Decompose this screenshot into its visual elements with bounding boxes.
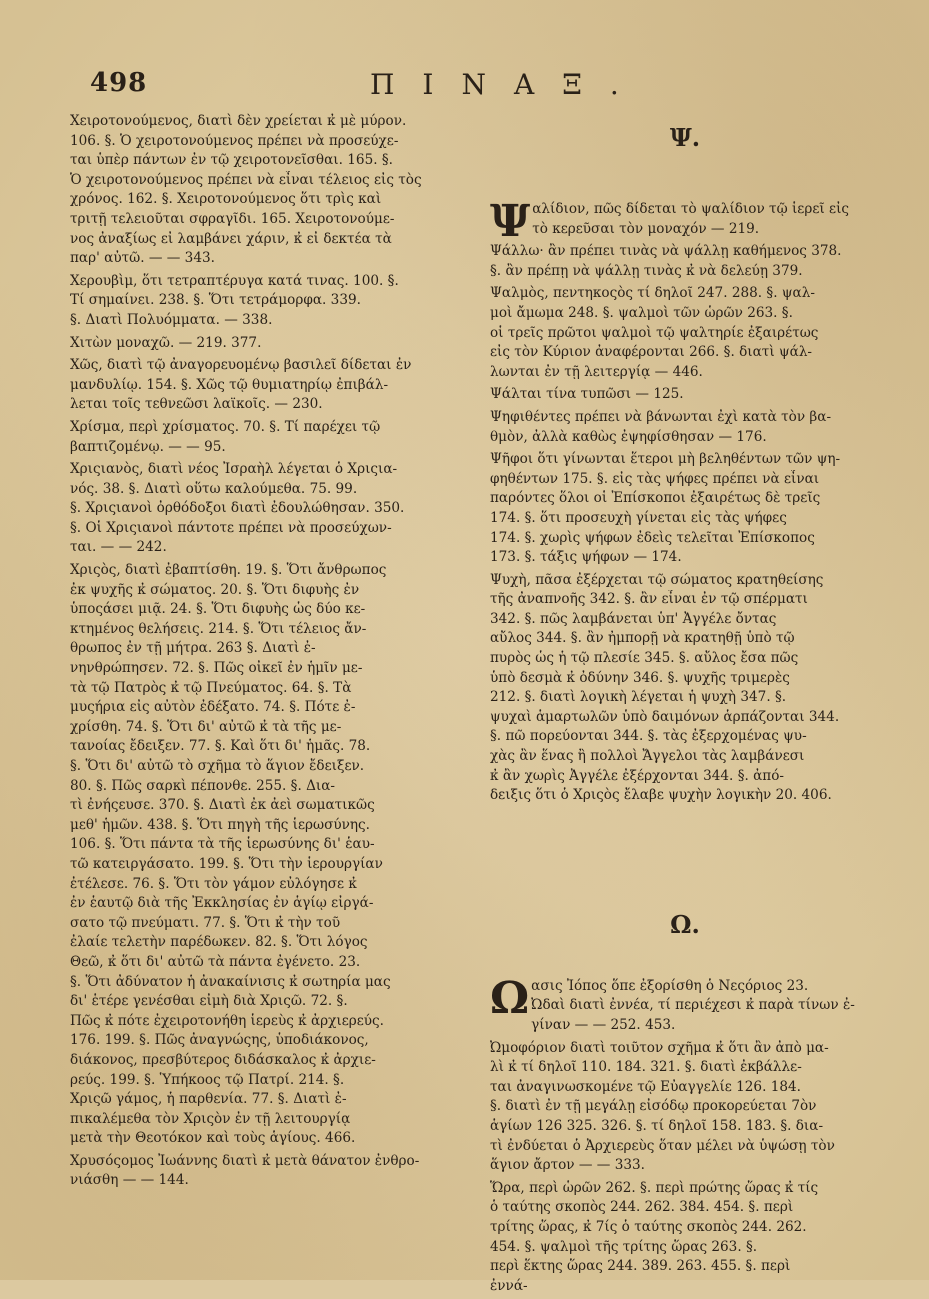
entry-line: τὶ ἐνήςευσε. 370. §. Διατὶ ἐκ ἀεὶ σωματικῶς — [70, 797, 375, 814]
drop-cap-initial: Ψ — [490, 196, 531, 247]
entry-line: Τί σημαίνει. 238. §. Ὅτι τετράμορφα. 339. — [70, 292, 361, 309]
entry-line: 106. §. Ὅτι πάντα τὰ τῆς ἱερωσύνης δι' ἑαυ- — [70, 836, 375, 853]
entry-line: ται ἀναγινωσκομένε τῷ Εὐαγγελίε 126. 184. — [490, 1078, 801, 1095]
entry-line: αὔλος 344. §. ἂν ἠμπορῇ νὰ κρατηθῇ ὑπὸ τῷ — [490, 630, 795, 647]
entry-line: νός. 38. §. Διατὶ οὕτω καλούμεθα. 75. 99. — [70, 480, 358, 497]
entry-line: εἰς τὸν Κύριον ἀναφέρονται 266. §. διατὶ ψάλ- — [490, 344, 813, 361]
entry-line: Χριςὸς, διατὶ ἐβαπτίσθη. 19. §. Ὅτι ἄνθρωπος — [70, 562, 387, 579]
entry-line: Χρυσόςομος Ἰωάννης διατὶ κ̓ μετὰ θάνατον ἐνθρο- — [70, 1152, 420, 1169]
entry-line: §. πῶ πορεύονται 344. §. τὰς ἐξερχομένας ψυ- — [490, 728, 807, 745]
entry-line: μυςήρια εἰς αὐτὸν ἐδέξατο. 74. §. Πότε ἐ- — [70, 699, 356, 716]
entry-line: τανοίας ἔδειξεν. 77. §. Καὶ ὅτι δι' ἡμᾶς. 78. — [70, 738, 371, 755]
entry-line: μετὰ τὴν Θεοτόκον καὶ τοὺς ἁγίους. 466. — [70, 1130, 356, 1147]
entry-line: χρόνος. 162. §. Χειροτονούμενος ὅτι τρὶς καὶ — [70, 191, 382, 208]
entry-line: Πῶς κ̓ πότε ἐχειροτονήθη ἱερεὺς κ̓ ἀρχιερεύς. — [70, 1012, 384, 1029]
index-entry — [490, 408, 880, 447]
entry-line: §. Ὅτι ἀδύνατον ἡ ἀνακαίνισις κ̓ σωτηρία μας — [70, 973, 391, 990]
entry-line: ἐτέλεσε. 76. §. Ὅτι τὸν γάμον εὐλόγησε κ̓ — [70, 875, 357, 892]
entry-line: 454. §. ψαλμοὶ τῆς τρίτης ὥρας 263. §. — [490, 1238, 758, 1255]
entry-line: ἐλαίε τελετὴν παρέδωκεν. 82. §. Ὅτι λόγος — [70, 934, 368, 951]
section-heading-omega: Ω. — [670, 909, 700, 939]
section-heading-psi: Ψ. — [669, 123, 701, 152]
index-entry — [70, 356, 470, 415]
entry-line: Ὥρα, περὶ ὡρῶν 262. §. περὶ πρώτης ὥρας κ̓ τίς — [490, 1179, 819, 1196]
entry-line: φηθέντων 175. §. εἰς τὰς ψήφες πρέπει νὰ εἶναι — [490, 470, 820, 487]
entry-line: ὁ ταύτης σκοπὸς 244. 262. 384. 454. §. περὶ — [490, 1199, 794, 1216]
index-entry — [490, 196, 880, 247]
entry-line: Ψῆφοι ὅτι γίνωνται ἕτεροι μὴ βεληθέντων τῶν ψη- — [490, 451, 841, 468]
entry-line: νηνθρώπησεν. 72. §. Πῶς οἰκεῖ ἐν ἡμῖν με- — [70, 660, 363, 677]
entry-line: ὑποςάσει μιᾷ. 24. §. Ὅτι διφυὴς ὡς δύο κε- — [70, 601, 366, 618]
entry-line: πικαλέμεθα τὸν Χριςὸν ἐν τῇ λειτουργίᾳ — [70, 1110, 351, 1127]
entry-line: ἅγιον ἄρτον — — 333. — [490, 1157, 645, 1174]
entry-line: Ὠδαὶ διατὶ ἐννέα, τί περιέχεσι κ̓ παρὰ τίνων ἐ- — [531, 997, 855, 1014]
entry-line: μεθ' ἡμῶν. 438. §. Ὅτι πηγὴ τῆς ἱερωσύνης. — [70, 816, 370, 833]
entry-line: τῆς ἀναπνοῆς 342. §. ἂν εἶναι ἐν τῷ σπέρματι — [490, 591, 808, 608]
entry-line: Ψυχὴ, πᾶσα ἐξέρχεται τῷ σώματος κρατηθείσης — [490, 571, 824, 588]
entry-line: Ψαλμὸς, πεντηκοςὸς τί δηλοῖ 247. 288. §. ψαλ- — [490, 285, 815, 302]
drop-cap-initial: Ω — [490, 972, 530, 1024]
entry-line: τὰ τῷ Πατρὸς κ̓ τῷ Πνεύματος. 64. §. Τὰ — [70, 679, 352, 696]
entry-line: 212. §. διατὶ λογικὴ λέγεται ἡ ψυχὴ 347. §. — [490, 689, 787, 706]
entry-line: νος ἀναξίως εἰ λαμβάνει χάριν, κ̓ εἰ δεκτέα τὰ — [70, 230, 392, 247]
right-column — [490, 112, 880, 1299]
entry-line: Θεῶ, κ̓ ὅτι δι' αὐτῶ τὰ πάντα ἐγένετο. 23. — [70, 953, 361, 970]
entry-line: γίναν — — 252. 453. — [531, 1017, 676, 1033]
index-entry — [70, 561, 470, 1149]
entry-line: ἐκ ψυχῆς κ̓ σώματος. 20. §. Ὅτι διφυὴς ἐν — [70, 581, 360, 598]
entry-line: §. ἂν πρέπῃ νὰ ψάλλῃ τινὰς κ̓ νὰ δελεύῃ 379. — [490, 262, 803, 279]
entry-line: Χῶς, διατὶ τῷ ἀναγορευομένῳ βασιλεῖ δίδεται ἐν — [70, 357, 412, 374]
index-entry — [70, 460, 470, 558]
entry-line: ται. — — 242. — [70, 539, 167, 556]
entry-line: Χιτὼν μοναχῶ. — 219. 377. — [70, 334, 262, 351]
index-entry — [70, 112, 470, 269]
entry-line: ται ὑπὲρ πάντων ἐν τῷ χειροτονεῖσθαι. 165. §. — [70, 152, 393, 169]
page-header — [90, 68, 870, 108]
entry-line: τριτῇ τελειοῦται σφραγῖδι. 165. Χειροτονούμε- — [70, 210, 395, 227]
entry-line: §. Ὅτι δι' αὐτῶ τὸ σχῆμα τὸ ἅγιον ἔδειξεν. — [70, 758, 365, 774]
entry-line: τρίτης ὥρας, κ̓ 7ίς ὁ ταύτης σκοπὸς 244. 262. — [490, 1218, 807, 1235]
entry-line: σατο τῷ πνεύματι. 77. §. Ὅτι κ̓ τὴν τοῦ — [70, 914, 341, 931]
entry-line: 342. §. πῶς λαμβάνεται ὑπ' Ἀγγέλε ὄντας — [490, 610, 777, 627]
entry-line: ἐννά- — [490, 1277, 528, 1294]
entry-line: χρίσθη. 74. §. Ὅτι δι' αὐτῶ κ̓ τὰ τῆς με- — [70, 718, 342, 735]
entry-line: τῶ κατειργάσατο. 199. §. Ὅτι τὴν ἱερουργίαν — [70, 855, 383, 872]
entry-line: Χερουβὶμ, ὅτι τετραπτέρυγα κατά τινας. 100. §. — [70, 272, 399, 289]
entry-line: λεται τοῖς τεθνεῶσι λαϊκοῖς. — 230. — [70, 396, 323, 413]
entry-line: μανδυλίῳ. 154. §. Χῶς τῷ θυμιατηρίῳ ἐπιβάλ- — [70, 376, 389, 393]
entry-line: ψυχαὶ ἁμαρτωλῶν ὑπὸ δαιμόνων ἁρπάζονται 344. — [490, 708, 840, 725]
entry-line: Χρίσμα, περὶ χρίσματος. 70. §. Τί παρέχει τῷ — [70, 418, 381, 435]
entry-line: Ψάλται τίνα τυπῶσι — 125. — [490, 386, 684, 403]
entry-line: 80. §. Πῶς σαρκὶ πέπονθε. 255. §. Δια- — [70, 777, 336, 794]
entry-line: 173. §. τάξις ψήφων — 174. — [490, 549, 682, 566]
index-entry — [490, 284, 880, 382]
entry-line: §. Χριςιανοὶ ὀρθόδοξοι διατὶ ἐδουλώθησαν. 350. — [70, 500, 405, 517]
entry-line: θμὸν, ἀλλὰ καθὼς ἐψηφίσθησαν — 176. — [490, 428, 767, 445]
index-entry — [490, 972, 880, 1036]
index-entry — [70, 272, 470, 331]
index-entry — [490, 1039, 880, 1176]
entry-line: παρ' αὐτῶ. — — 343. — [70, 250, 215, 267]
entry-line: τὸ κερεῦσαι τὸν μοναχόν — 219. — [532, 220, 760, 237]
entry-line: πυρὸς ὡς ἡ τῷ πλεσίε 345. §. αὔλος ἔσα πῶς — [490, 650, 799, 667]
running-title: ΠΙΝΑΞ. — [370, 68, 647, 101]
index-entry — [490, 385, 880, 405]
entry-line: κ̓ ἂν χωρὶς Ἀγγέλε ἐξέρχονται 344. §. ἀπό- — [490, 767, 785, 784]
entry-line: 106. §. Ὁ χειροτονούμενος πρέπει νὰ προσεύχε- — [70, 132, 399, 149]
entry-line: κτημένος θελήσεις. 214. §. Ὅτι τέλειος ἄν- — [70, 620, 367, 637]
entry-line: §. Διατὶ Πολυόμματα. — 338. — [70, 311, 273, 328]
entry-line: διάκονος, πρεσβύτερος διδάσκαλος κ̓ ἀρχιε- — [70, 1051, 376, 1068]
entry-line: περὶ ἕκτης ὥρας 244. 389. 263. 455. §. περὶ — [490, 1258, 791, 1275]
left-column — [70, 112, 470, 1194]
entry-line: Χριςιανὸς, διατὶ νέος Ἰσραὴλ λέγεται ὁ Χριςια- — [70, 461, 398, 478]
entry-line: ασις Ἰόπος ὅπε ἐξορίσθη ὁ Νεςόριος 23. — [531, 977, 809, 994]
entry-line: 174. §. ὅτι προσευχὴ γίνεται εἰς τὰς ψήφες — [490, 509, 787, 526]
entry-line: δι' ἑτέρε γενέσθαι εἰμὴ διὰ Χριςῶ. 72. §. — [70, 993, 348, 1010]
entry-line: λὶ κ̓ τί δηλοῖ 110. 184. 321. §. διατὶ ἐκβάλλε- — [490, 1059, 802, 1076]
entry-line: δειξις ὅτι ὁ Χριςὸς ἔλαβε ψυχὴν λογικὴν 20. 406. — [490, 787, 832, 804]
index-entry — [70, 1152, 470, 1191]
entry-line: Χειροτονούμενος, διατὶ δὲν χρείεται κ̓ μὲ μύρον. — [70, 113, 407, 129]
entry-line: βαπτιζομένῳ. — — 95. — [70, 438, 226, 455]
entry-line: ρεύς. 199. §. Ὑπήκοος τῷ Πατρί. 214. §. — [70, 1071, 345, 1088]
entry-line: Χριςῶ γάμος, ἡ παρθενία. 77. §. Διατὶ ἐ- — [70, 1091, 347, 1108]
entry-line: θρωπος ἐν τῇ μήτρα. 263 §. Διατὶ ἐ- — [70, 640, 316, 657]
entry-line: Ὠμοφόριον διατὶ τοιῦτον σχῆμα κ̓ ὅτι ἂν ἀπὸ μα- — [490, 1039, 829, 1056]
entry-line: χὰς ἂν ἕνας ἢ πολλοὶ Ἄγγελοι τὰς λαμβάνεσι — [490, 748, 805, 765]
entry-line: αλίδιον, πῶς δίδεται τὸ ψαλίδιον τῷ ἱερεῖ εἰς — [532, 201, 850, 217]
psi-entries — [490, 196, 880, 806]
entry-line: Ψάλλω· ἂν πρέπει τινὰς νὰ ψάλλῃ καθήμενος 378. — [490, 243, 842, 260]
index-entry — [70, 418, 470, 457]
entry-line: Ψηφιθέντες πρέπει νὰ βάνωνται ἐχὶ κατὰ τὸν βα- — [490, 408, 832, 425]
index-entry — [490, 450, 880, 568]
entry-line: ἐν ἑαυτῷ διὰ τῆς Ἐκκλησίας ἐν ἁγίῳ εἰργά- — [70, 895, 374, 912]
page-number: 498 — [90, 68, 148, 98]
index-entry — [490, 1179, 880, 1297]
entry-line: λωνται ἐν τῇ λειτεργίᾳ — 446. — [490, 363, 703, 380]
entry-line: §. διατὶ ἐν τῇ μεγάλῃ εἰσόδῳ προκορεύεται 7ὸν — [490, 1098, 817, 1115]
entry-line: 174. §. χωρὶς ψήφων ἐδεὶς τελεῖται Ἐπίσκοπος — [490, 529, 815, 546]
entry-line: τὶ ἐνδύεται ὁ Ἀρχιερεὺς ὅταν μέλει νὰ ὑψώσῃ τὸν — [490, 1137, 835, 1154]
entry-line: ἁγίων 126 325. 326. §. τί δηλοῖ 158. 183. §. δια- — [490, 1117, 824, 1134]
entry-line: παρόντες ὅλοι οἱ Ἐπίσκοποι ἐξαιρέτως δὲ τρεῖς — [490, 490, 821, 507]
entry-line: νιάσθη — — 144. — [70, 1172, 189, 1189]
entry-line: μοὶ ἄμωμα 248. §. ψαλμοὶ τῶν ὡρῶν 263. §. — [490, 304, 793, 321]
entry-line: οἱ τρεῖς πρῶτοι ψαλμοὶ τῷ ψαλτηρίε ἐξαιρέτως — [490, 324, 819, 341]
entry-line: §. Οἱ Χριςιανοὶ πάντοτε πρέπει νὰ προσεύχων- — [70, 519, 392, 536]
entry-line: 176. 199. §. Πῶς ἀναγνώςης, ὑποδιάκονος, — [70, 1032, 369, 1049]
index-entry — [490, 571, 880, 806]
index-entry — [70, 334, 470, 354]
index-entry — [490, 242, 880, 281]
omega-entries — [490, 972, 880, 1297]
entry-line: ὑπὸ δεσμὰ κ̓ ὀδύνην 346. §. ψυχῆς τριμερὲς — [490, 669, 790, 686]
entry-line: Ὁ χειροτονούμενος πρέπει νὰ εἶναι τέλειος εἰς τὸς — [70, 171, 422, 188]
